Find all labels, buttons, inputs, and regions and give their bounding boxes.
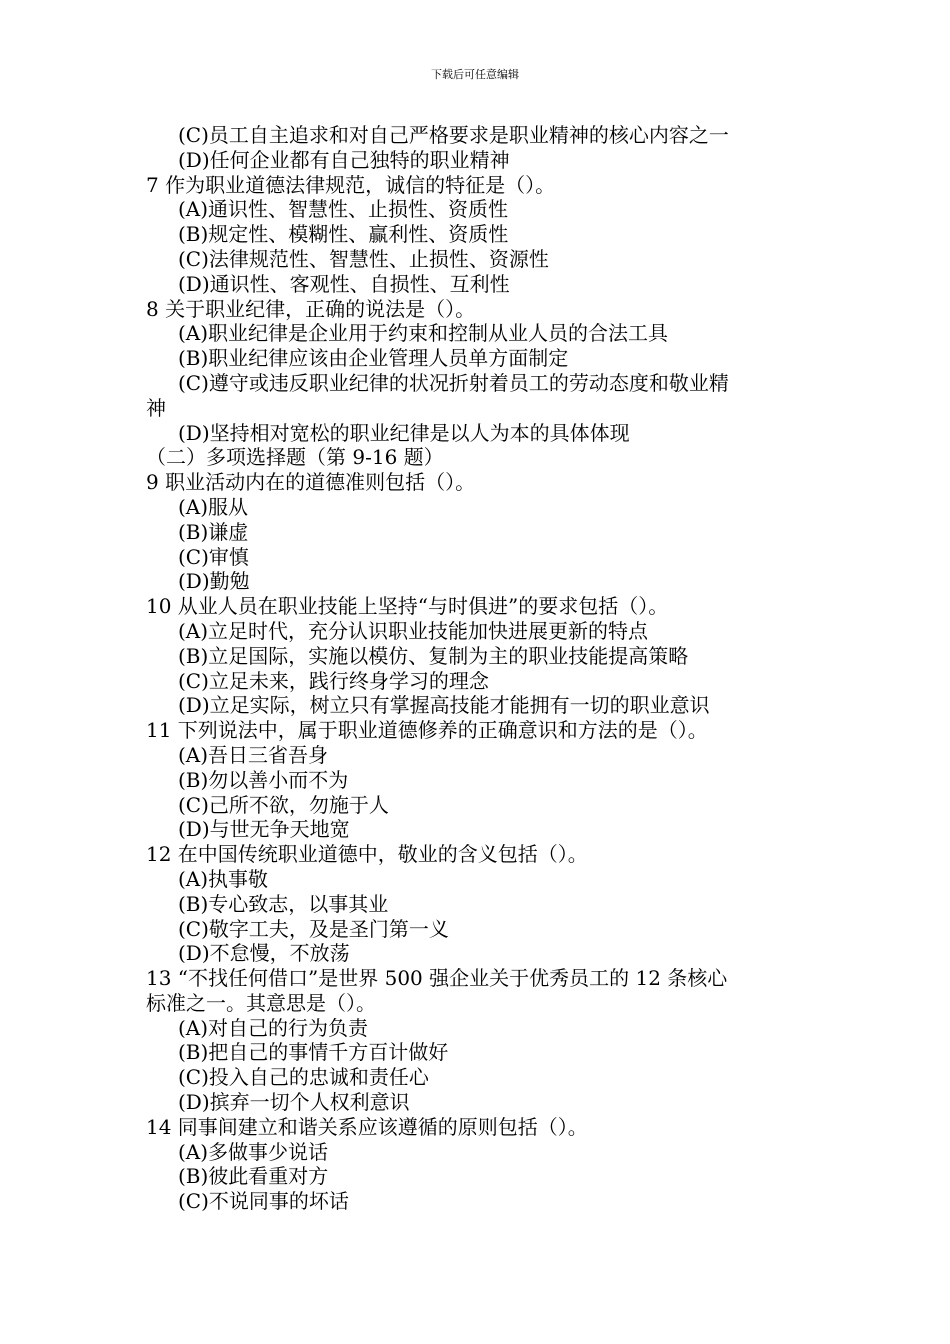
question-line: 8 关于职业纪律，正确的说法是（）。: [146, 296, 476, 321]
option-line: (D)立足实际，树立只有掌握高技能才能拥有一切的职业意识: [178, 693, 710, 718]
option-line: (D)通识性、客观性、自损性、互利性: [178, 271, 510, 296]
option-line: (C)遵守或违反职业纪律的状况折射着员工的劳动态度和敬业精: [178, 370, 729, 395]
question-line: 7 作为职业道德法律规范，诚信的特征是（）。: [146, 172, 556, 197]
option-line: (D)勤勉: [178, 569, 250, 594]
option-line: (D)与世无争天地宽: [178, 817, 350, 842]
option-line: (A)多做事少说话: [178, 1139, 329, 1164]
page-content: [146, 123, 816, 1214]
question-line: 14 同事间建立和谐关系应该遵循的原则包括（）。: [146, 1114, 588, 1139]
section-heading: （二）多项选择题（第 9-16 题）: [146, 445, 444, 470]
option-line: (B)谦虚: [178, 519, 249, 544]
question-line: 9 职业活动内在的道德准则包括（）。: [146, 470, 476, 495]
option-line: (A)立足时代，充分认识职业技能加快进展更新的特点: [178, 618, 649, 643]
option-line: (A)对自己的行为负责: [178, 1015, 369, 1040]
option-line: (D)不怠慢，不放荡: [178, 941, 350, 966]
option-line: (A)职业纪律是企业用于约束和控制从业人员的合法工具: [178, 321, 669, 346]
option-line: (B)规定性、模糊性、赢利性、资质性: [178, 222, 509, 247]
option-line: (B)彼此看重对方: [178, 1164, 329, 1189]
option-line: (A)通识性、智慧性、止损性、资质性: [178, 197, 509, 222]
option-line: (D)摈弃一切个人权利意识: [178, 1090, 410, 1115]
option-line-continuation: 神: [146, 395, 166, 420]
option-line: (C)投入自己的忠诚和责任心: [178, 1065, 429, 1090]
option-line: (A)执事敬: [178, 866, 269, 891]
page-header: 下载后可任意编辑: [431, 68, 519, 81]
option-line: (B)勿以善小而不为: [178, 767, 349, 792]
question-line: 11 下列说法中，属于职业道德修养的正确意识和方法的是（）。: [146, 718, 708, 743]
option-line: (C)立足未来，践行终身学习的理念: [178, 668, 489, 693]
question-line-continuation: 标准之一。其意思是（）。: [146, 990, 376, 1015]
option-line: (C)员工自主追求和对自己严格要求是职业精神的核心内容之一: [178, 123, 729, 147]
question-line: 10 从业人员在职业技能上坚持“与时俱进”的要求包括（）。: [146, 594, 669, 619]
option-line: (B)职业纪律应该由企业管理人员单方面制定: [178, 346, 569, 371]
option-line: (B)把自己的事情千方百计做好: [178, 1040, 449, 1065]
option-line: (A)服从: [178, 494, 249, 519]
question-line: 12 在中国传统职业道德中，敬业的含义包括（）。: [146, 842, 588, 867]
option-line: (C)审慎: [178, 544, 249, 569]
option-line: (C)不说同事的坏话: [178, 1189, 349, 1214]
option-line: (C)己所不欲，勿施于人: [178, 792, 389, 817]
option-line: (C)法律规范性、智慧性、止损性、资源性: [178, 246, 549, 271]
option-line: (D)任何企业都有自己独特的职业精神: [178, 147, 510, 172]
option-line: (B)专心致志，以事其业: [178, 891, 389, 916]
option-line: (D)坚持相对宽松的职业纪律是以人为本的具体体现: [178, 420, 630, 445]
option-line: (B)立足国际，实施以模仿、复制为主的职业技能提高策略: [178, 643, 689, 668]
option-line: (C)敬字工夫，及是圣门第一义: [178, 916, 449, 941]
question-line: 13 “不找任何借口”是世界 500 强企业关于优秀员工的 12 条核心: [146, 966, 728, 991]
option-line: (A)吾日三省吾身: [178, 742, 329, 767]
